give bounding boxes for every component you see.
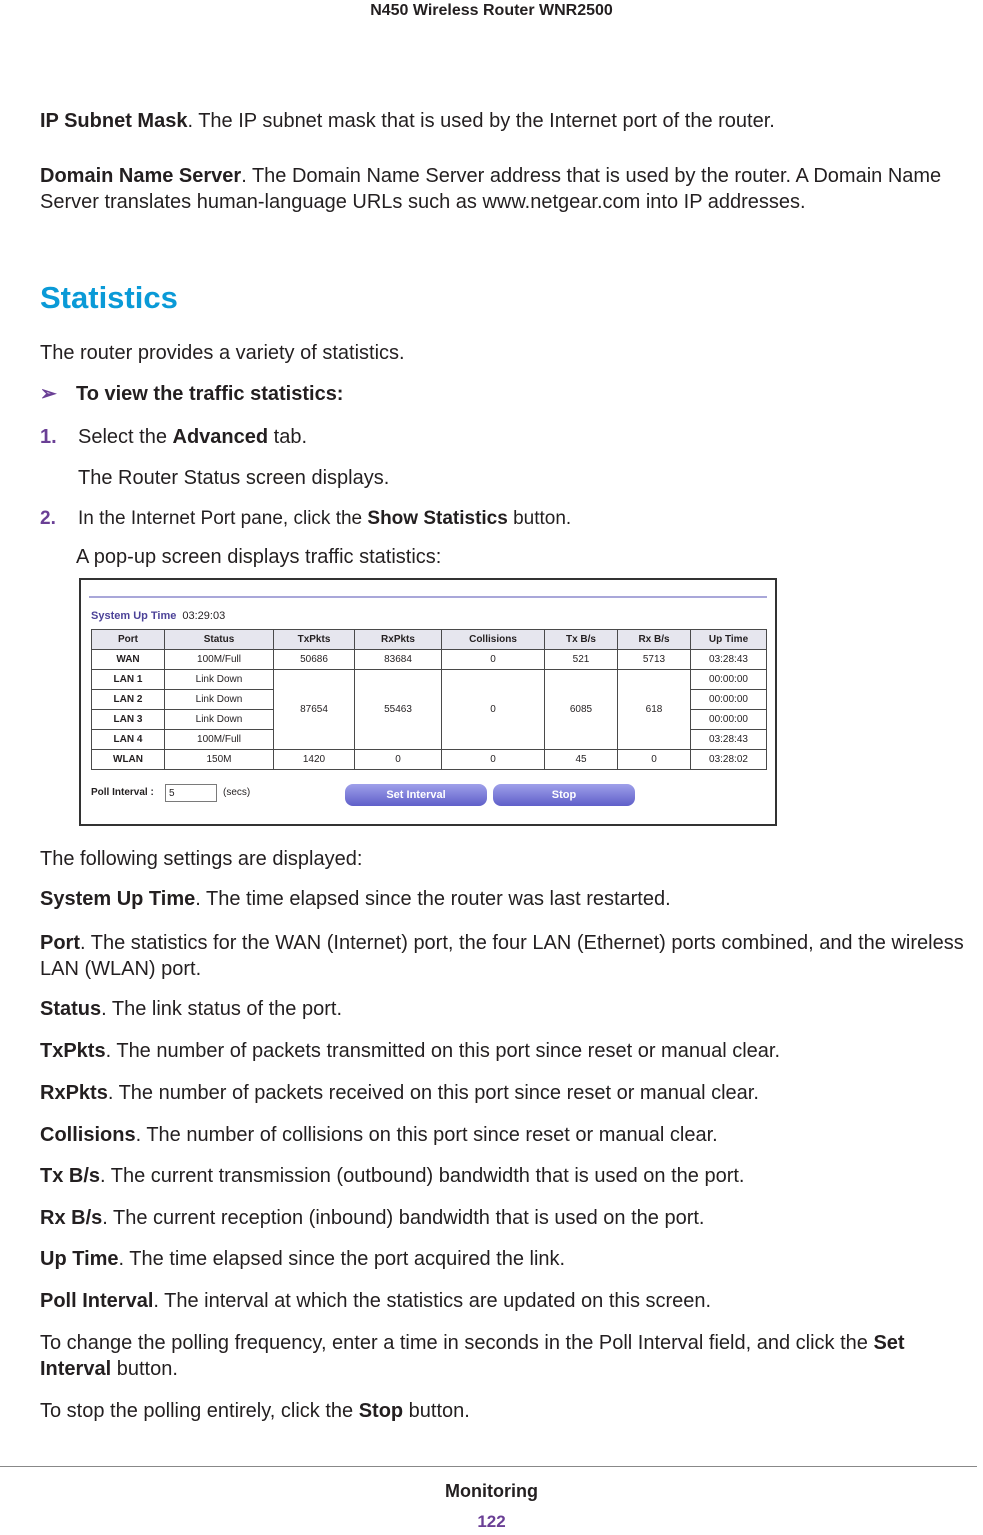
stop-button[interactable]: Stop [493,784,635,806]
def-status: Status. The link status of the port. [40,998,342,1020]
footer-divider [0,1466,977,1467]
txpkts-cell: 87654 [274,670,355,750]
txpkts-cell: 1420 [274,750,355,770]
divider [89,596,767,598]
def-rxpkts: RxPkts. The number of packets received on this port since reset or manual clear. [40,1082,759,1104]
intro-dns: Domain Name Server. The Domain Name Server address that is used by the router. A Domain Name Server translates human-language URLs such as www.netgear.com into IP addresses. [40,165,942,213]
def-rx-bs: Rx B/s. The current reception (inbound) bandwidth that is used on the port. [40,1207,705,1229]
col-txpkts: TxPkts [274,630,355,650]
status-cell: Link Down [165,670,274,690]
after-intro: The following settings are displayed: [40,848,363,870]
col-rx-bs: Rx B/s [618,630,691,650]
step-2-result: A pop-up screen displays traffic statistics: [76,546,442,568]
status-cell: 150M [165,750,274,770]
def-poll-interval: Poll Interval. The interval at which the statistics are updated on this screen. [40,1290,712,1312]
up-time-cell: 00:00:00 [691,670,767,690]
port-cell: WLAN [92,750,165,770]
port-cell: LAN 2 [92,690,165,710]
up-time-cell: 00:00:00 [691,710,767,730]
page-number: 122 [477,1512,506,1531]
rxpkts-cell: 0 [355,750,442,770]
running-header: N450 Wireless Router WNR2500 [370,2,613,19]
step-1-result: The Router Status screen displays. [78,467,390,489]
port-cell: LAN 1 [92,670,165,690]
rxpkts-cell: 55463 [355,670,442,750]
statistics-screenshot [79,578,777,826]
step-1: 1. Select the Advanced tab. [40,426,308,448]
poll-interval-label: Poll Interval : [91,787,154,798]
collisions-cell: 0 [442,650,545,670]
port-cell: LAN 3 [92,710,165,730]
section-heading: Statistics [40,280,178,315]
up-time-cell: 03:28:43 [691,650,767,670]
def-system-up-time: System Up Time. The time elapsed since the router was last restarted. [40,888,671,910]
up-time-cell: 00:00:00 [691,690,767,710]
intro-ip-subnet-mask: IP Subnet Mask. The IP subnet mask that is used by the Internet port of the router. [40,110,775,132]
poll-interval-unit: (secs) [223,787,251,798]
port-cell: LAN 4 [92,730,165,750]
system-up-time: System Up Time 03:29:03 [91,610,226,622]
def-port: Port. The statistics for the WAN (Internet) port, the four LAN (Ethernet) ports combined, and the wireless LAN (WLAN) port. [40,932,964,980]
up-time-cell: 03:28:43 [691,730,767,750]
rxpkts-cell: 83684 [355,650,442,670]
tx-bs-cell: 45 [545,750,618,770]
col-collisions: Collisions [442,630,545,650]
set-interval-button[interactable]: Set Interval [345,784,487,806]
step-2: 2. In the Internet Port pane, click the Show Statistics button. [40,508,572,529]
rx-bs-cell: 0 [618,750,691,770]
col-port: Port [92,630,165,650]
col-status: Status [165,630,274,650]
def-collisions: Collisions. The number of collisions on this port since reset or manual clear. [40,1124,718,1146]
tx-bs-cell: 6085 [545,670,618,750]
procedure-title: ➢ To view the traffic statistics: [40,383,344,405]
up-time-cell: 03:28:02 [691,750,767,770]
def-tx-bs: Tx B/s. The current transmission (outbound) bandwidth that is used on the port. [40,1165,745,1187]
def-up-time: Up Time. The time elapsed since the port acquired the link. [40,1248,566,1270]
def-txpkts: TxPkts. The number of packets transmitted on this port since reset or manual clear. [40,1040,780,1062]
footer-section-name: Monitoring [445,1481,538,1501]
closing-stop: To stop the polling entirely, click the Stop button. [40,1400,470,1422]
col-up-time: Up Time [691,630,767,650]
tx-bs-cell: 521 [545,650,618,670]
statistics-table [91,629,767,770]
status-cell: Link Down [165,710,274,730]
poll-interval-input[interactable]: 5 [165,784,217,802]
table-row [92,750,767,770]
col-tx-bs: Tx B/s [545,630,618,650]
table-row [92,650,767,670]
collisions-cell: 0 [442,750,545,770]
rx-bs-cell: 618 [618,670,691,750]
col-rxpkts: RxPkts [355,630,442,650]
table-row [92,670,767,690]
txpkts-cell: 50686 [274,650,355,670]
status-cell: 100M/Full [165,650,274,670]
arrow-icon: ➢ [40,383,57,405]
status-cell: 100M/Full [165,730,274,750]
closing-set-interval: To change the polling frequency, enter a time in seconds in the Poll Interval field, and click the Set Interval button. [40,1332,905,1380]
rx-bs-cell: 5713 [618,650,691,670]
port-cell: WAN [92,650,165,670]
collisions-cell: 0 [442,670,545,750]
section-lead: The router provides a variety of statistics. [40,342,405,364]
table-header-row [92,630,767,650]
status-cell: Link Down [165,690,274,710]
